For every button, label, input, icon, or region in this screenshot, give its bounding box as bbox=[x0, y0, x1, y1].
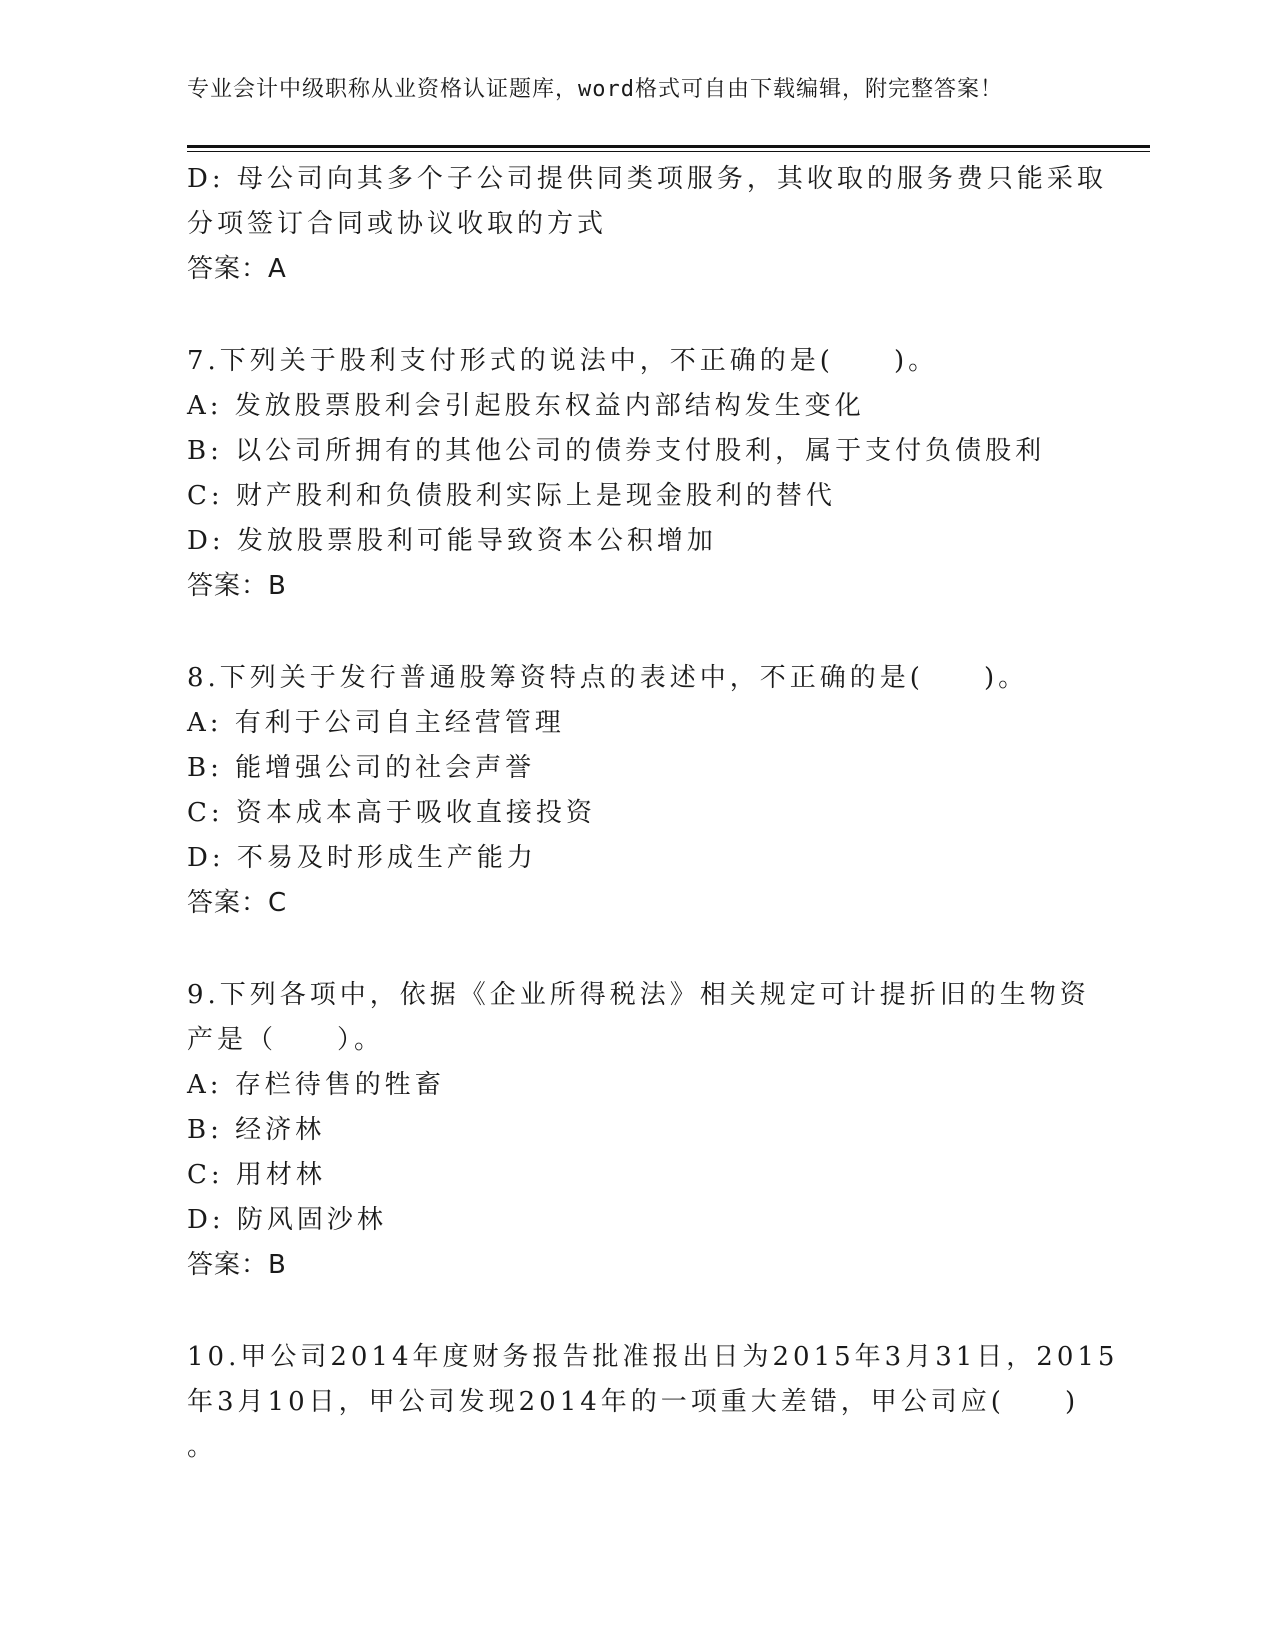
q8-answer: 答案：C bbox=[187, 888, 288, 918]
header-rule-thick bbox=[187, 145, 1150, 148]
q6-option-d-line2: 分项签订合同或协议收取的方式 bbox=[187, 209, 608, 239]
q10-stem-line3: 。 bbox=[187, 1432, 218, 1462]
q8-option-a: A: 有利于公司自主经营管理 bbox=[187, 708, 565, 738]
q7-option-a: A: 发放股票股利会引起股东权益内部结构发生变化 bbox=[187, 391, 865, 421]
q7-option-c: C: 财产股利和负债股利实际上是现金股利的替代 bbox=[187, 481, 836, 511]
q7-option-d: D: 发放股票股利可能导致资本公积增加 bbox=[187, 526, 717, 556]
q9-answer: 答案：B bbox=[187, 1250, 287, 1280]
q9-stem-line2: 产是（ ）。 bbox=[187, 1025, 385, 1055]
q7-option-b: B: 以公司所拥有的其他公司的债券支付股利，属于支付负债股利 bbox=[187, 436, 1046, 466]
header-rule-thin bbox=[187, 151, 1150, 152]
q9-option-b: B: 经济林 bbox=[187, 1115, 326, 1145]
q8-stem: 8.下列关于发行普通股筹资特点的表述中，不正确的是( )。 bbox=[187, 663, 1029, 693]
q10-stem-line1: 10.甲公司2014年度财务报告批准报出日为2015年3月31日，2015 bbox=[187, 1342, 1119, 1372]
q8-option-c: C: 资本成本高于吸收直接投资 bbox=[187, 798, 596, 828]
q7-answer: 答案：B bbox=[187, 571, 287, 601]
q9-option-a: A: 存栏待售的牲畜 bbox=[187, 1070, 445, 1100]
spacer bbox=[187, 292, 1087, 339]
page-header-title: 专业会计中级职称从业资格认证题库，word格式可自由下载编辑，附完整答案！ bbox=[187, 77, 1003, 102]
q9-option-d: D: 防风固沙林 bbox=[187, 1205, 387, 1235]
q8-option-d: D: 不易及时形成生产能力 bbox=[187, 843, 537, 873]
q9-stem-line1: 9.下列各项中，依据《企业所得税法》相关规定可计提折旧的生物资 bbox=[187, 980, 1090, 1010]
spacer bbox=[187, 1288, 1087, 1335]
q8-option-b: B: 能增强公司的社会声誉 bbox=[187, 753, 536, 783]
spacer bbox=[187, 926, 1087, 973]
question-content bbox=[187, 157, 1119, 1470]
q6-option-d-line1: D: 母公司向其多个子公司提供同类项服务，其收取的服务费只能采取 bbox=[187, 164, 1107, 194]
q6-answer: 答案：A bbox=[187, 254, 287, 284]
q7-stem: 7.下列关于股利支付形式的说法中，不正确的是( )。 bbox=[187, 346, 939, 376]
q10-stem-line2: 年3月10日，甲公司发现2014年的一项重大差错，甲公司应( ) bbox=[187, 1387, 1080, 1417]
spacer bbox=[187, 609, 1087, 656]
q9-option-c: C: 用材林 bbox=[187, 1160, 326, 1190]
